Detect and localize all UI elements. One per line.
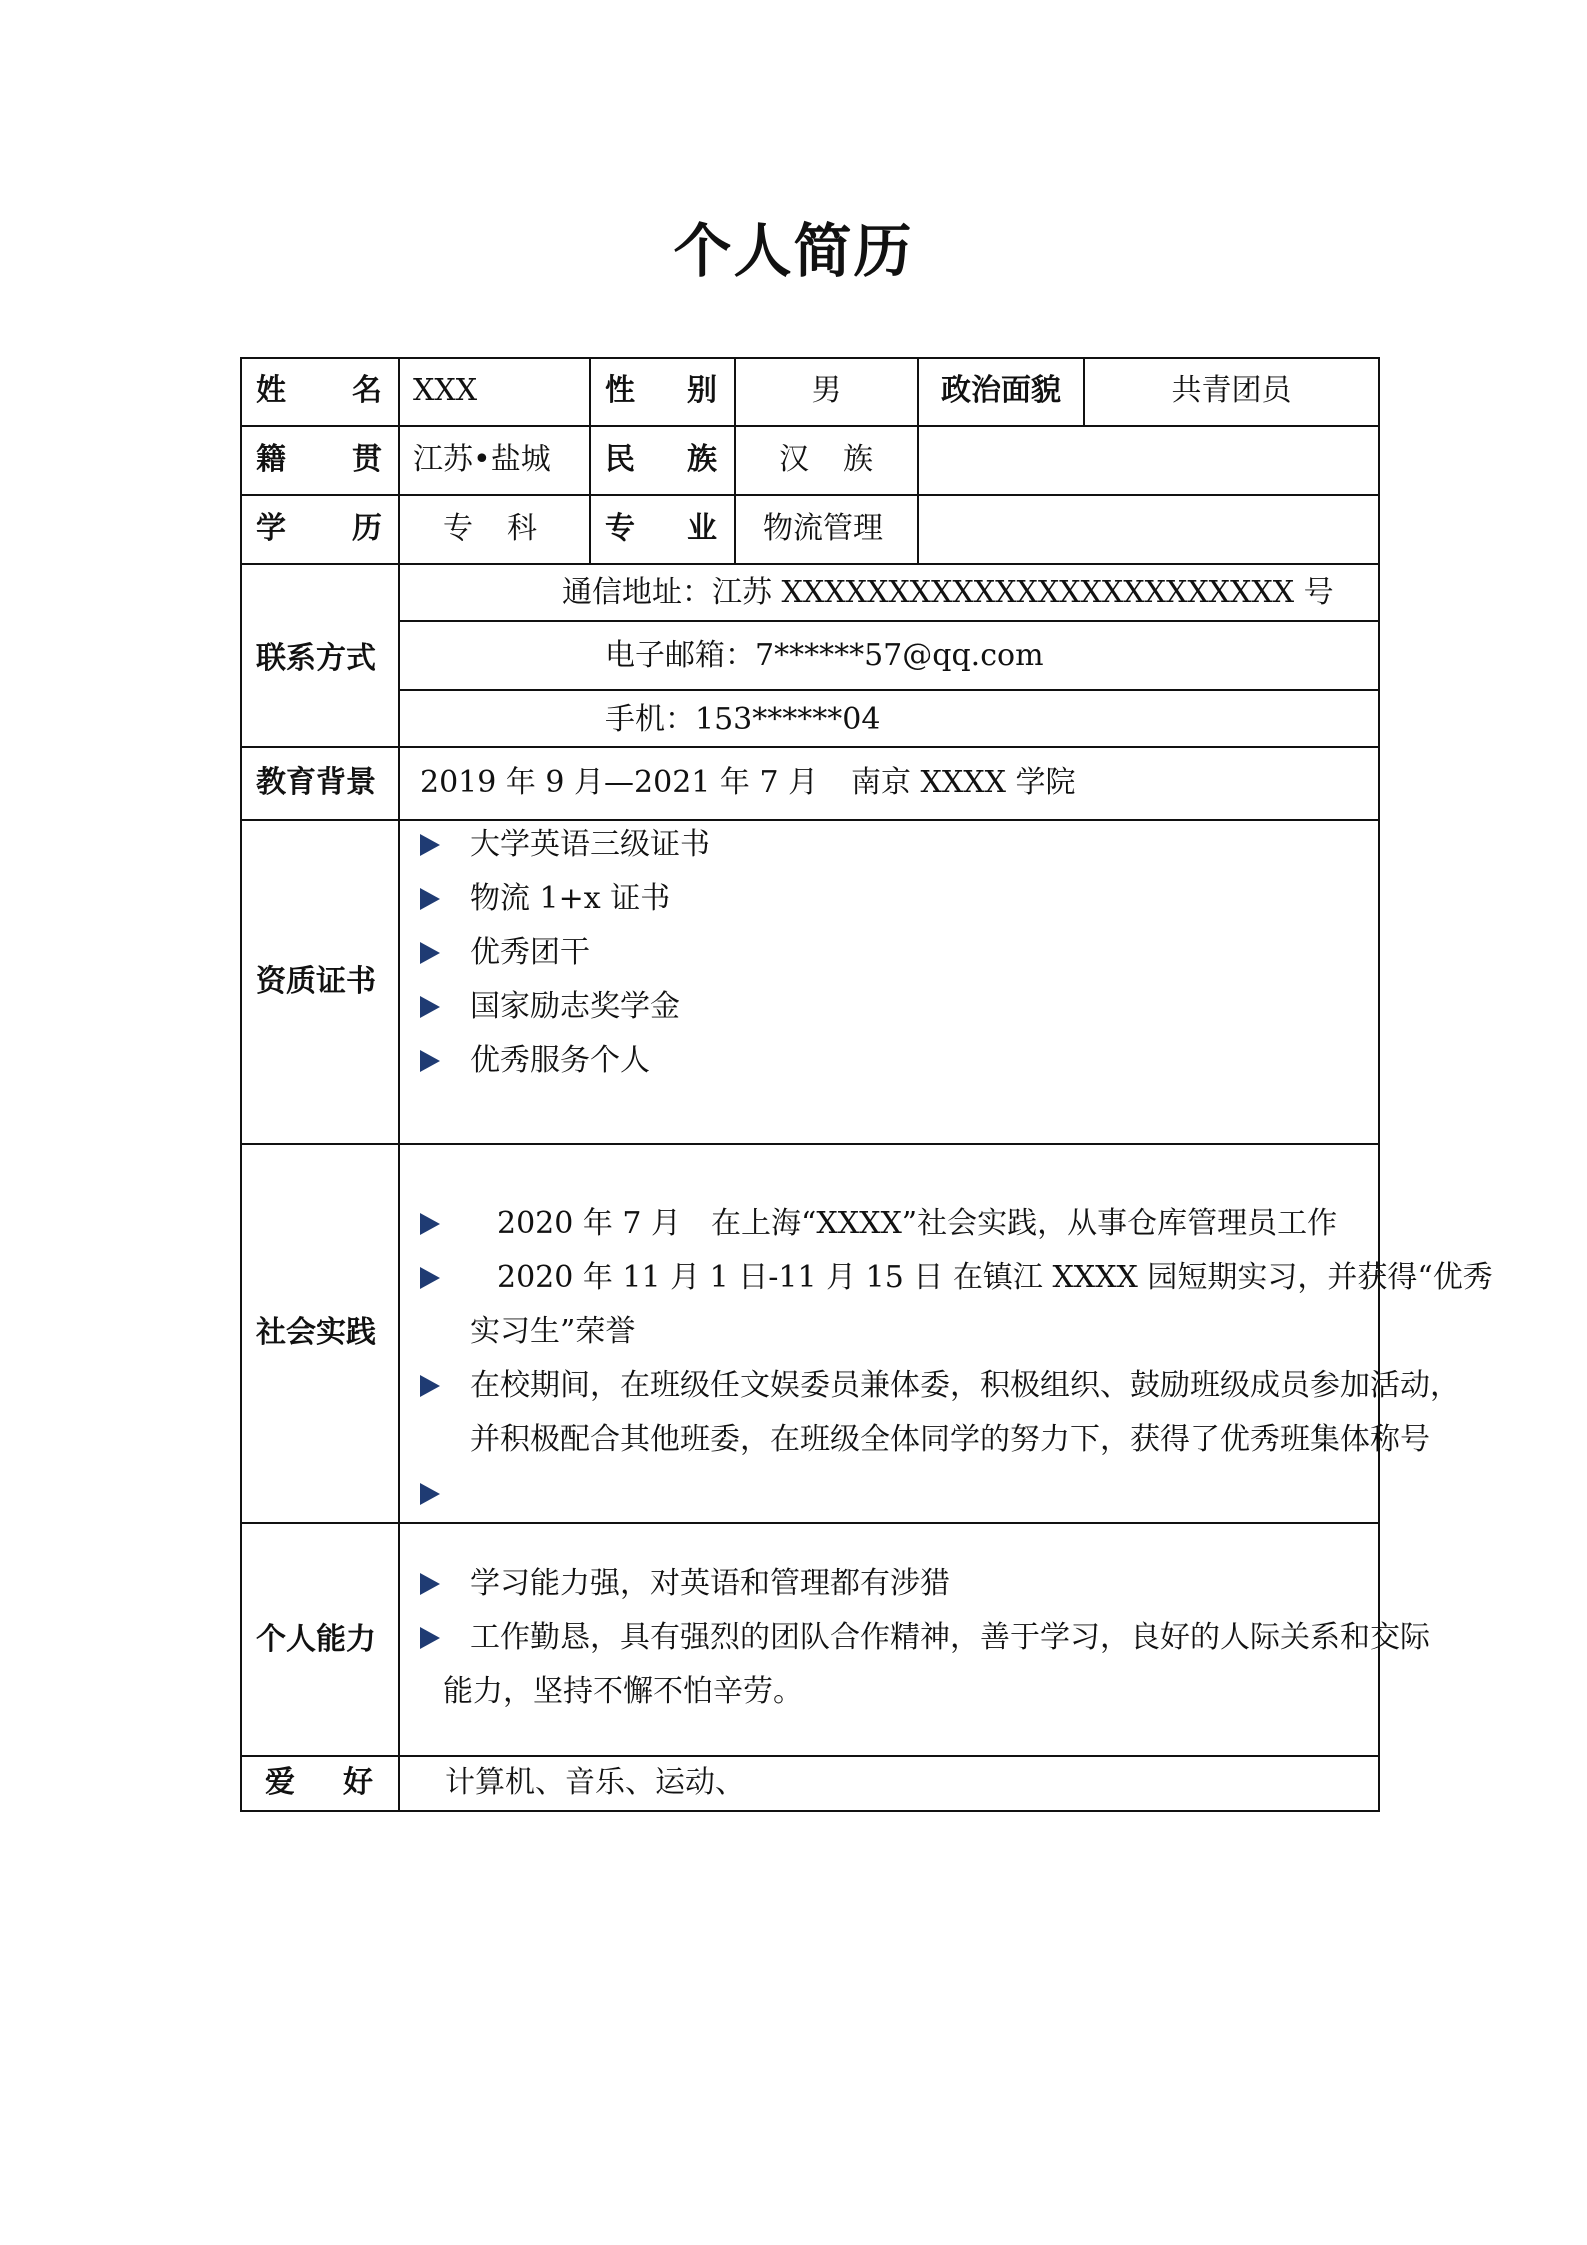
ethnic-value: 汉 族	[779, 442, 873, 477]
column-divider	[398, 357, 400, 1812]
table-border-left	[240, 357, 242, 1812]
row-divider	[240, 425, 1380, 427]
table-border-top	[240, 357, 1380, 359]
certificate-item: 优秀团干	[470, 935, 590, 970]
certificate-item: 国家励志奖学金	[470, 989, 680, 1024]
practice-line: 实习生”荣誉	[470, 1314, 636, 1349]
gender-label: 性 别	[605, 373, 717, 408]
contact-address: 通信地址：江苏 XXXXXXXXXXXXXXXXXXXXXXXX 号	[562, 575, 1334, 610]
education-level-label: 学 历	[256, 511, 382, 546]
major-value: 物流管理	[763, 511, 883, 546]
contact-email: 电子邮箱：7******57@qq.com	[605, 638, 1044, 673]
bullet-arrow-icon	[420, 996, 440, 1018]
abilities-label: 个人能力	[256, 1622, 376, 1657]
row-divider	[240, 494, 1380, 496]
ability-line: 工作勤恳，具有强烈的团队合作精神，善于学习，良好的人际关系和交际	[470, 1620, 1430, 1655]
bullet-arrow-icon	[420, 1573, 440, 1595]
political-value: 共青团员	[1171, 373, 1292, 408]
bullet-arrow-icon	[420, 834, 440, 856]
table-border-right	[1378, 357, 1380, 1812]
name-label: 姓 名	[256, 373, 382, 408]
practice-label: 社会实践	[256, 1315, 376, 1350]
bullet-arrow-icon	[420, 1213, 440, 1235]
hobbies-label: 爱 好	[265, 1765, 373, 1800]
row-divider	[398, 620, 1380, 622]
row-divider	[240, 1522, 1380, 1524]
ability-line: 学习能力强，对英语和管理都有涉猎	[470, 1566, 950, 1601]
certificate-item: 优秀服务个人	[470, 1043, 650, 1078]
resume-table	[240, 357, 1493, 1812]
origin-value: 江苏•盐城	[413, 442, 551, 477]
practice-line: 在校期间，在班级任文娱委员兼体委，积极组织、鼓励班级成员参加活动，	[470, 1368, 1460, 1403]
row-divider	[240, 563, 1380, 565]
bullet-arrow-icon	[420, 1483, 440, 1505]
education-label: 教育背景	[256, 765, 376, 800]
bullet-arrow-icon	[420, 888, 440, 910]
certificate-item: 物流 1+x 证书	[470, 881, 671, 916]
bullet-arrow-icon	[420, 1375, 440, 1397]
row-divider	[240, 746, 1380, 748]
contact-label: 联系方式	[256, 641, 376, 676]
education-school: 南京 XXXX 学院	[851, 765, 1076, 800]
row-divider	[240, 819, 1380, 821]
practice-line: 2020 年 11 月 1 日-11 月 15 日 在镇江 XXXX 园短期实习，并获得“优秀	[497, 1260, 1493, 1295]
column-divider	[589, 357, 591, 563]
origin-label: 籍 贯	[256, 442, 382, 477]
bullet-arrow-icon	[420, 1050, 440, 1072]
education-level-value: 专 科	[443, 511, 537, 546]
row-divider	[240, 1143, 1380, 1145]
hobbies-value: 计算机、音乐、运动、	[445, 1765, 745, 1800]
row-divider	[398, 689, 1380, 691]
table-border-bottom	[240, 1810, 1380, 1812]
bullet-arrow-icon	[420, 942, 440, 964]
ability-line: 能力，坚持不懈不怕辛劳。	[443, 1674, 803, 1709]
gender-value: 男	[811, 373, 842, 408]
contact-phone: 手机：153******04	[605, 702, 881, 737]
education-period: 2019 年 9 月—2021 年 7 月	[420, 765, 819, 800]
major-label: 专 业	[605, 511, 717, 546]
practice-line: 2020 年 7 月 在上海“XXXX”社会实践，从事仓库管理员工作	[497, 1206, 1338, 1241]
row-divider	[240, 1755, 1380, 1757]
bullet-arrow-icon	[420, 1627, 440, 1649]
certificate-item: 大学英语三级证书	[470, 827, 710, 862]
name-value: XXX	[413, 373, 478, 408]
certificates-label: 资质证书	[256, 964, 376, 999]
practice-line: 并积极配合其他班委，在班级全体同学的努力下，获得了优秀班集体称号	[470, 1422, 1430, 1457]
bullet-arrow-icon	[420, 1267, 440, 1289]
political-label: 政治面貌	[941, 373, 1061, 408]
ethnic-label: 民 族	[605, 442, 717, 477]
resume-title: 个人简历	[673, 217, 914, 285]
